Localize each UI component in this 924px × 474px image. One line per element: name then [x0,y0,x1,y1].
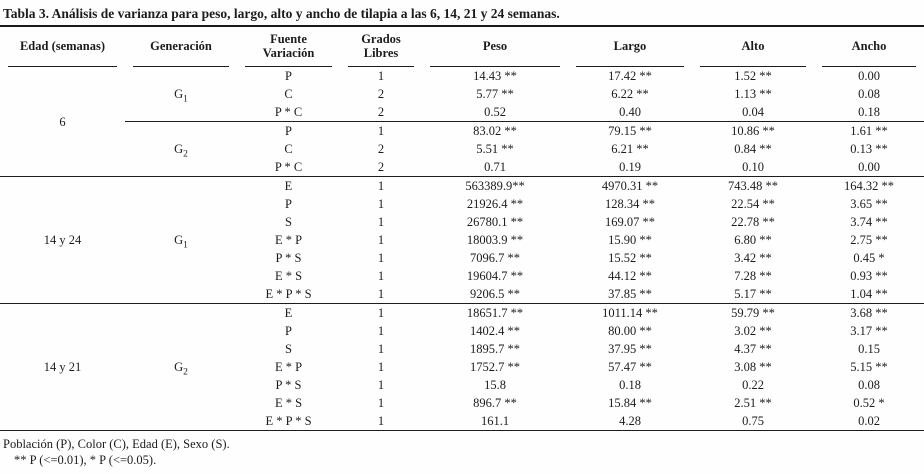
peso-cell: 1895.7 ** [470,342,520,356]
peso-cell: 15.8 [484,378,506,392]
alto-cell: 6.80 ** [734,233,772,247]
fuente-cell: E [237,304,340,323]
table-row [0,67,924,85]
ancho-cell: 5.15 ** [850,360,888,374]
largo-cell: 15.84 ** [608,396,652,410]
table-row [0,122,924,141]
alto-cell: 22.54 ** [731,197,775,211]
alto-cell: 22.78 ** [731,215,775,229]
fuente-cell: P [285,324,292,338]
peso-cell: 21926.4 ** [466,197,524,211]
alto-cell: 1.52 ** [734,69,772,83]
grados-libres-cell: 1 [377,287,385,301]
alto-cell: 5.17 ** [734,287,772,301]
largo-cell: 44.12 ** [608,269,652,283]
fuente-cell: P [285,197,292,211]
table-body [0,67,924,431]
ancho-cell: 0.15 [858,342,880,356]
grados-libres-cell: 2 [377,160,385,174]
grados-libres-cell: 1 [377,233,385,247]
ancho-cell: 0.45 * [853,251,885,265]
peso-cell: 26780.1 ** [466,215,524,229]
grados-libres-cell: 1 [340,122,422,141]
fuente-cell: P [237,122,340,141]
table-row [0,177,924,196]
alto-cell: 743.48 ** [692,177,814,196]
ancho-cell: 0.93 ** [850,269,888,283]
alto-cell: 0.10 [742,160,764,174]
generacion-cell: $G_2$ [125,304,237,431]
largo-cell: 1011.14 ** [568,304,692,323]
fuente-cell: S [285,342,292,356]
fuente-cell: E [237,177,340,196]
fuente-cell: E * P * S [265,414,312,428]
fuente-cell: P * S [275,251,302,265]
grados-libres-cell: 1 [377,396,385,410]
ancho-cell: 1.04 ** [850,287,888,301]
grados-libres-cell: 1 [377,269,385,283]
largo-cell: 4.28 [619,414,641,428]
largo-cell: 37.85 ** [608,287,652,301]
peso-cell: 5.77 ** [476,87,514,101]
table-footnotes [0,431,924,468]
largo-cell: 15.90 ** [608,233,652,247]
edad-cell: 6 [59,114,66,129]
peso-cell: 1402.4 ** [470,324,520,338]
largo-cell: 0.18 [619,378,641,392]
col-header-alto: Alto [692,27,814,67]
grados-libres-cell: 1 [377,197,385,211]
peso-cell: 1752.7 ** [470,360,520,374]
grados-libres-cell: 1 [377,378,385,392]
fuente-cell: E * S [274,269,303,283]
largo-cell: 57.47 ** [608,360,652,374]
grados-libres-cell: 1 [377,251,385,265]
peso-cell: 5.51 ** [476,142,514,156]
grados-libres-cell: 1 [340,177,422,196]
ancho-cell: 0.13 ** [850,142,888,156]
ancho-cell: 0.00 [858,69,880,83]
edad-cell: 14 y 21 [0,304,125,431]
table-header-row [0,27,924,67]
peso-cell: 161.1 [480,414,510,428]
table-row [0,304,924,323]
grados-libres-cell: 2 [377,142,385,156]
ancho-cell: 2.75 ** [850,233,888,247]
peso-cell: 19604.7 ** [466,269,524,283]
largo-cell: 6.21 ** [611,142,649,156]
grados-libres-cell: 2 [377,87,385,101]
ancho-cell: 3.17 ** [850,324,888,338]
alto-cell: 7.28 ** [734,269,772,283]
grados-libres-cell: 1 [377,324,385,338]
edad-cell: 14 y 24 [0,177,125,304]
table-header [0,27,924,67]
peso-cell: 7096.7 ** [470,251,520,265]
col-header-generacion: Generación [125,27,237,67]
peso-cell: 83.02 ** [422,122,568,141]
largo-cell: 0.40 [619,105,641,119]
col-header-grados: Grados Libres [340,27,422,67]
ancho-cell: 3.74 ** [850,215,888,229]
peso-cell: 896.7 ** [473,396,517,410]
fuente-cell: P * S [275,378,302,392]
fuente-cell: P * C [274,160,303,174]
ancho-cell: 0.52 * [853,396,885,410]
alto-cell: 0.22 [742,378,764,392]
ancho-cell: 164.32 ** [814,177,924,196]
ancho-cell: 0.08 [858,378,880,392]
alto-cell: 10.86 ** [692,122,814,141]
alto-cell: 3.02 ** [734,324,772,338]
ancho-cell: 0.08 [858,87,880,101]
generacion-cell: $G_2$ [125,122,237,177]
col-header-ancho: Ancho [814,27,924,67]
fuente-cell: E * P [274,233,303,247]
anova-table [0,27,924,431]
peso-cell: 18651.7 ** [422,304,568,323]
ancho-cell: 1.61 ** [814,122,924,141]
largo-cell: 4970.31 ** [568,177,692,196]
col-header-largo: Largo [568,27,692,67]
peso-cell: 0.71 [484,160,506,174]
grados-libres-cell: 1 [377,414,385,428]
largo-cell: 37.95 ** [608,342,652,356]
fuente-cell: P [285,69,292,83]
grados-libres-cell: 1 [377,69,385,83]
ancho-cell: 0.00 [858,160,880,174]
peso-cell: 0.52 [484,105,506,119]
generacion-cell: $G_1$ [125,177,237,304]
fuente-cell: C [284,142,293,156]
col-header-edad: Edad (semanas) [0,27,125,67]
grados-libres-cell: 2 [377,105,385,119]
alto-cell: 3.08 ** [734,360,772,374]
generacion-cell: $G_1$ [174,87,188,105]
grados-libres-cell: 1 [377,360,385,374]
largo-cell: 79.15 ** [568,122,692,141]
largo-cell: 80.00 ** [608,324,652,338]
alto-cell: 0.04 [742,105,764,119]
fuente-cell: E * P * S [265,287,312,301]
ancho-cell: 0.02 [858,414,880,428]
peso-cell: 9206.5 ** [470,287,520,301]
alto-cell: 2.51 ** [734,396,772,410]
alto-cell: 0.84 ** [734,142,772,156]
table-title: Tabla 3. Análisis de varianza para peso, largo, alto y ancho de tilapia a las 6, 14, 21 y 24 semanas. [0,0,924,27]
col-header-peso: Peso [422,27,568,67]
grados-libres-cell: 1 [340,304,422,323]
alto-cell: 1.13 ** [734,87,772,101]
peso-cell: 14.43 ** [473,69,517,83]
alto-cell: 3.42 ** [734,251,772,265]
alto-cell: 4.37 ** [734,342,772,356]
fuente-cell: C [284,87,293,101]
largo-cell: 6.22 ** [611,87,649,101]
alto-cell: 59.79 ** [692,304,814,323]
ancho-cell: 3.65 ** [850,197,888,211]
peso-cell: 563389.9** [422,177,568,196]
grados-libres-cell: 1 [377,215,385,229]
largo-cell: 169.07 ** [605,215,655,229]
fuente-cell: P * C [274,105,303,119]
fuente-cell: E * P [274,360,303,374]
ancho-cell: 3.68 ** [814,304,924,323]
fuente-cell: E * S [274,396,303,410]
largo-cell: 128.34 ** [605,197,655,211]
grados-libres-cell: 1 [377,342,385,356]
alto-cell: 0.75 [742,414,764,428]
largo-cell: 17.42 ** [608,69,652,83]
footnote-significance: ** P (<=0.01), * P (<=0.05). [14,453,157,467]
fuente-cell: S [285,215,292,229]
largo-cell: 15.52 ** [608,251,652,265]
footnote-variables: Población (P), Color (C), Edad (E), Sexo (S). [3,437,230,451]
col-header-fuente: Fuente Variación [237,27,340,67]
peso-cell: 18003.9 ** [466,233,524,247]
ancho-cell: 0.18 [858,105,880,119]
largo-cell: 0.19 [619,160,641,174]
